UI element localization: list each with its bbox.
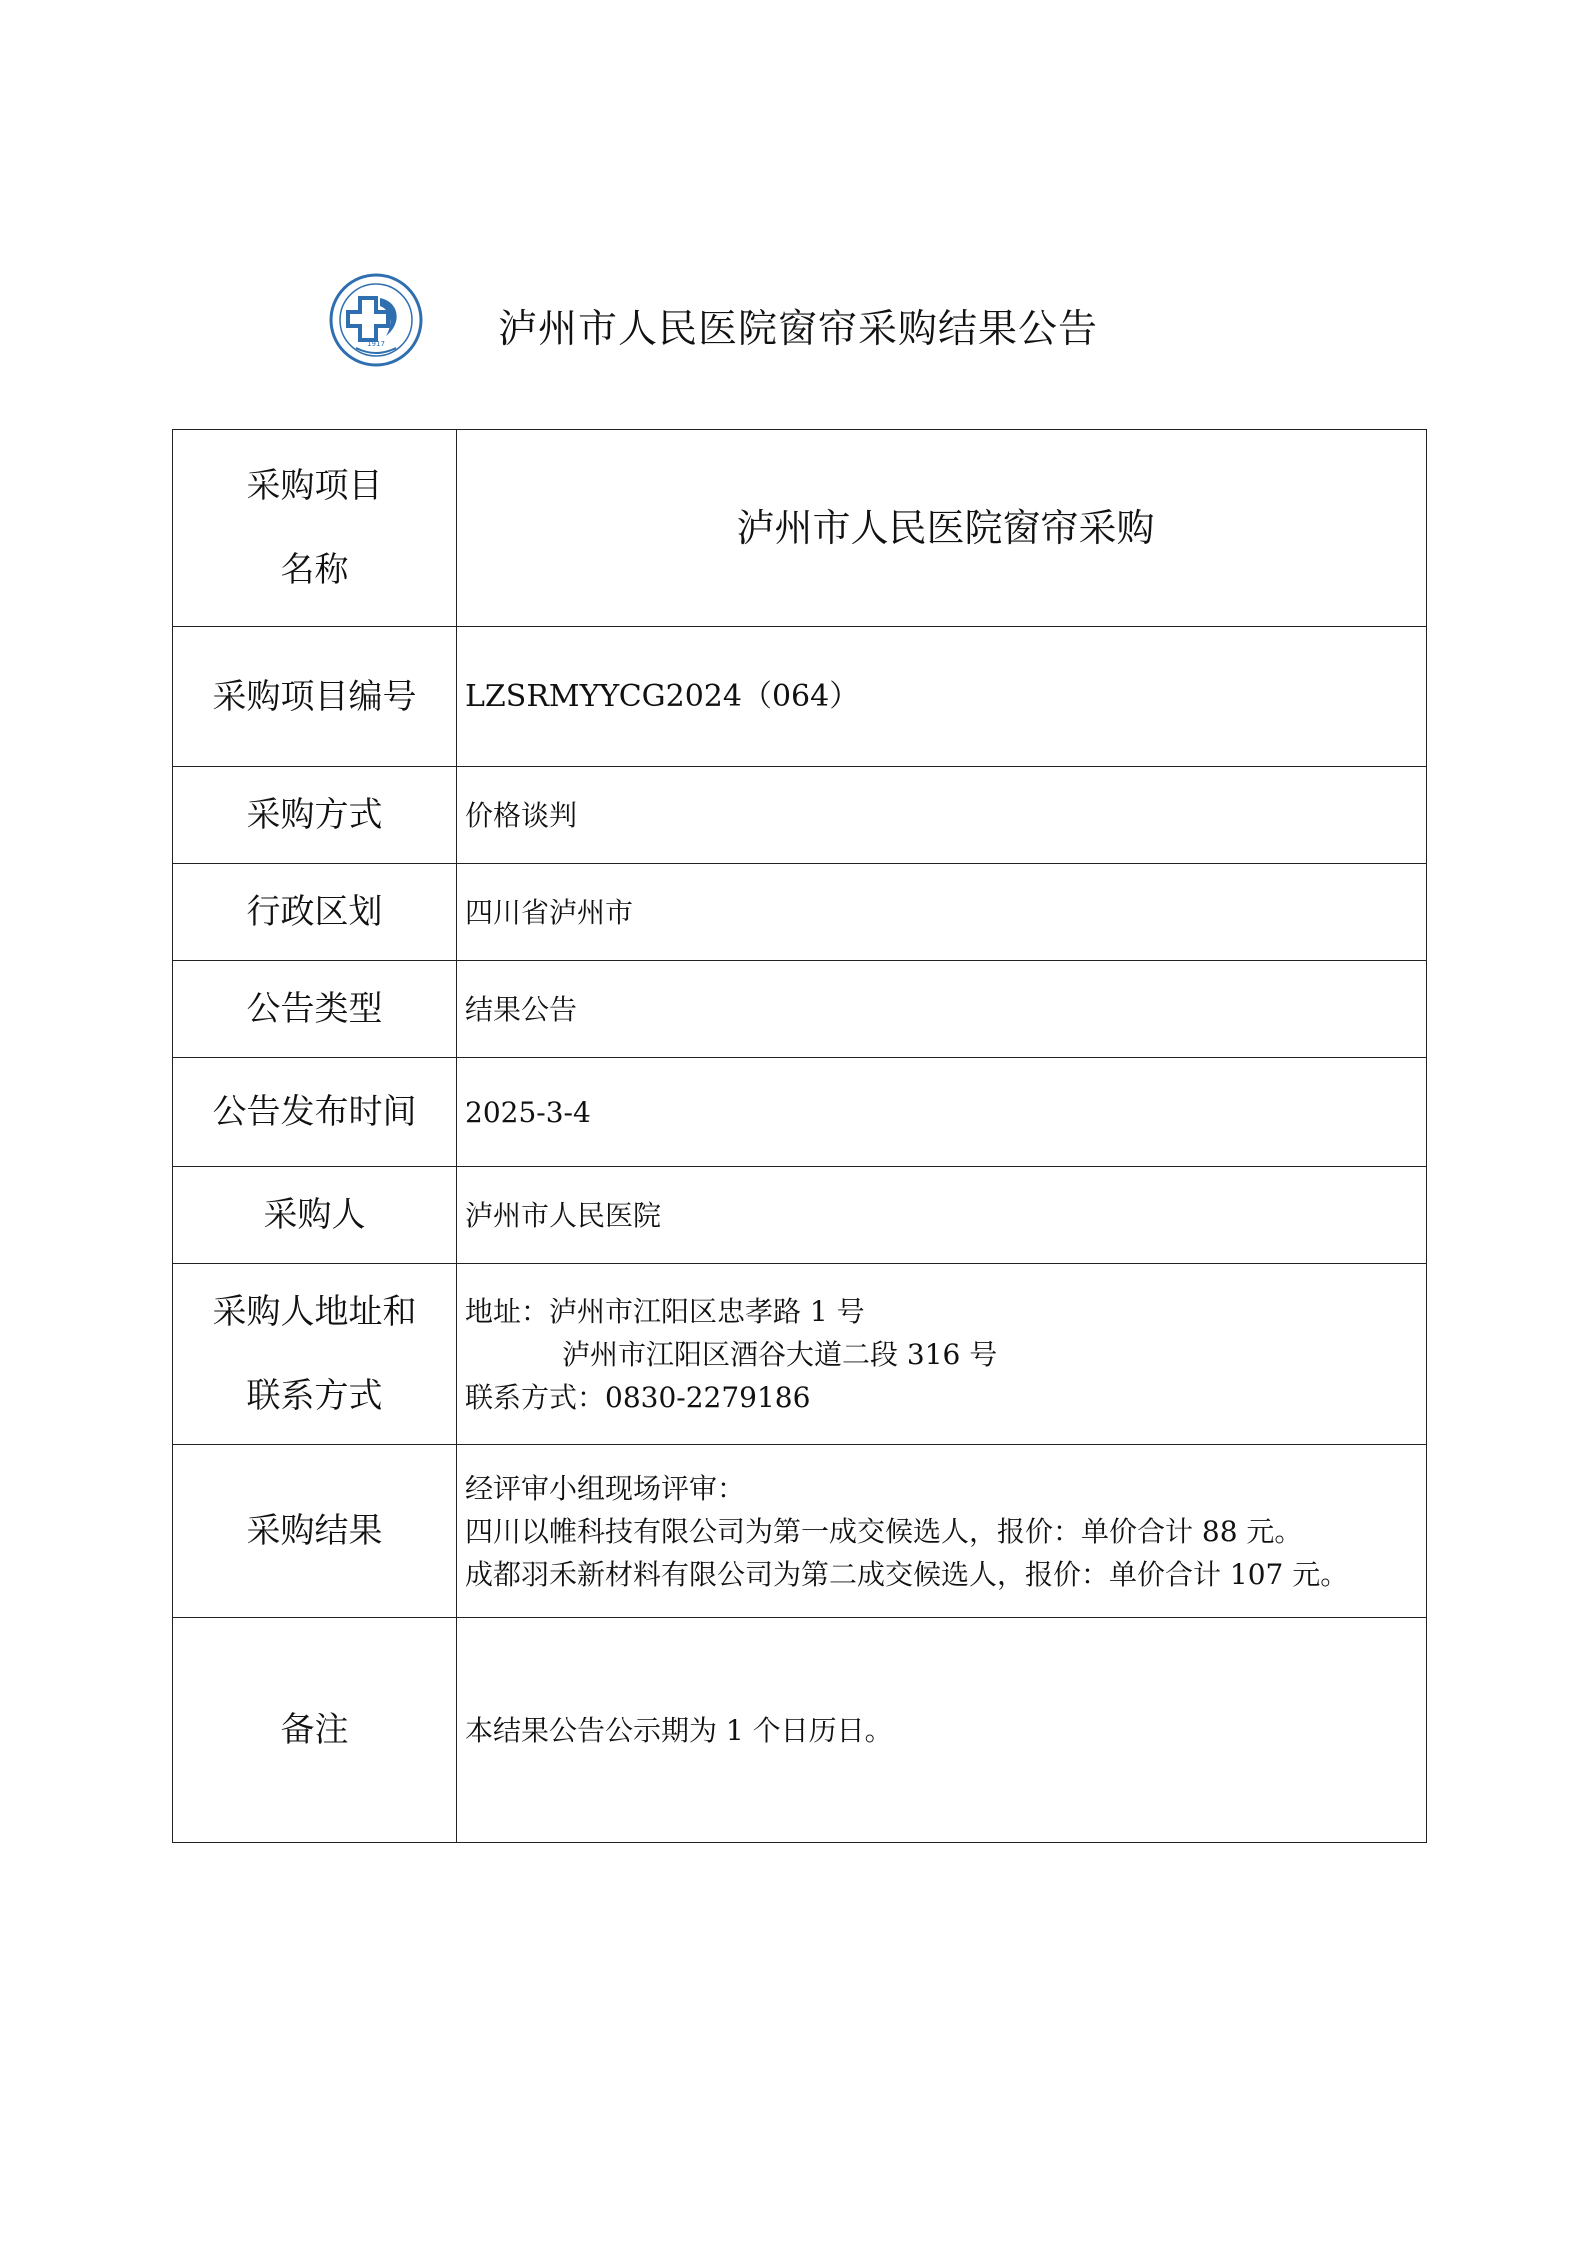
label-project-name-line2: 名称 (280, 550, 349, 590)
value-project-code: LZSRMYYCG2024（064） (457, 627, 1427, 767)
value-method: 价格谈判 (457, 767, 1427, 864)
label-contact-line2: 联系方式 (246, 1376, 383, 1416)
value-purchaser: 泸州市人民医院 (457, 1167, 1427, 1264)
value-region: 四川省泸州市 (457, 864, 1427, 961)
label-contact (173, 1264, 457, 1445)
label-project-code: 采购项目编号 (173, 627, 457, 767)
row-result (173, 1445, 1427, 1618)
label-publish-time: 公告发布时间 (173, 1058, 457, 1167)
row-method (173, 767, 1427, 864)
result-line1: 经评审小组现场评审： (465, 1471, 746, 1505)
value-result (457, 1445, 1427, 1618)
row-notice-type (173, 961, 1427, 1058)
phone-line: 联系方式：0830-2279186 (465, 1380, 811, 1414)
label-notice-type: 公告类型 (173, 961, 457, 1058)
result-line2: 四川以帷科技有限公司为第一成交候选人，报价：单价合计 88 元。 (465, 1514, 1303, 1548)
value-publish-time: 2025-3-4 (457, 1058, 1427, 1167)
notice-table (172, 429, 1427, 1843)
value-contact (457, 1264, 1427, 1445)
row-remark (173, 1618, 1427, 1843)
row-contact (173, 1264, 1427, 1445)
value-remark: 本结果公告公示期为 1 个日历日。 (457, 1618, 1427, 1843)
page-title: 泸州市人民医院窗帘采购结果公告 (498, 307, 1099, 352)
label-method: 采购方式 (173, 767, 457, 864)
result-line3: 成都羽禾新材料有限公司为第二成交候选人，报价：单价合计 107 元。 (465, 1557, 1349, 1591)
label-project-name-line1: 采购项目 (246, 466, 383, 506)
address-line2: 泸州市江阳区酒谷大道二段 316 号 (562, 1337, 998, 1371)
row-publish-time (173, 1058, 1427, 1167)
row-purchaser (173, 1167, 1427, 1264)
label-result: 采购结果 (173, 1445, 457, 1618)
label-remark: 备注 (173, 1618, 457, 1843)
logo-year: 1917 (367, 340, 385, 348)
value-notice-type: 结果公告 (457, 961, 1427, 1058)
label-project-name (173, 430, 457, 627)
label-contact-line1: 采购人地址和 (212, 1292, 417, 1332)
hospital-logo-icon (328, 272, 424, 368)
page-header (328, 272, 1228, 372)
row-project-code (173, 627, 1427, 767)
row-region (173, 864, 1427, 961)
row-project-name (173, 430, 1427, 627)
address-line1: 地址：泸州市江阳区忠孝路 1 号 (465, 1294, 865, 1328)
value-project-name: 泸州市人民医院窗帘采购 (457, 430, 1427, 627)
label-purchaser: 采购人 (173, 1167, 457, 1264)
label-region: 行政区划 (173, 864, 457, 961)
